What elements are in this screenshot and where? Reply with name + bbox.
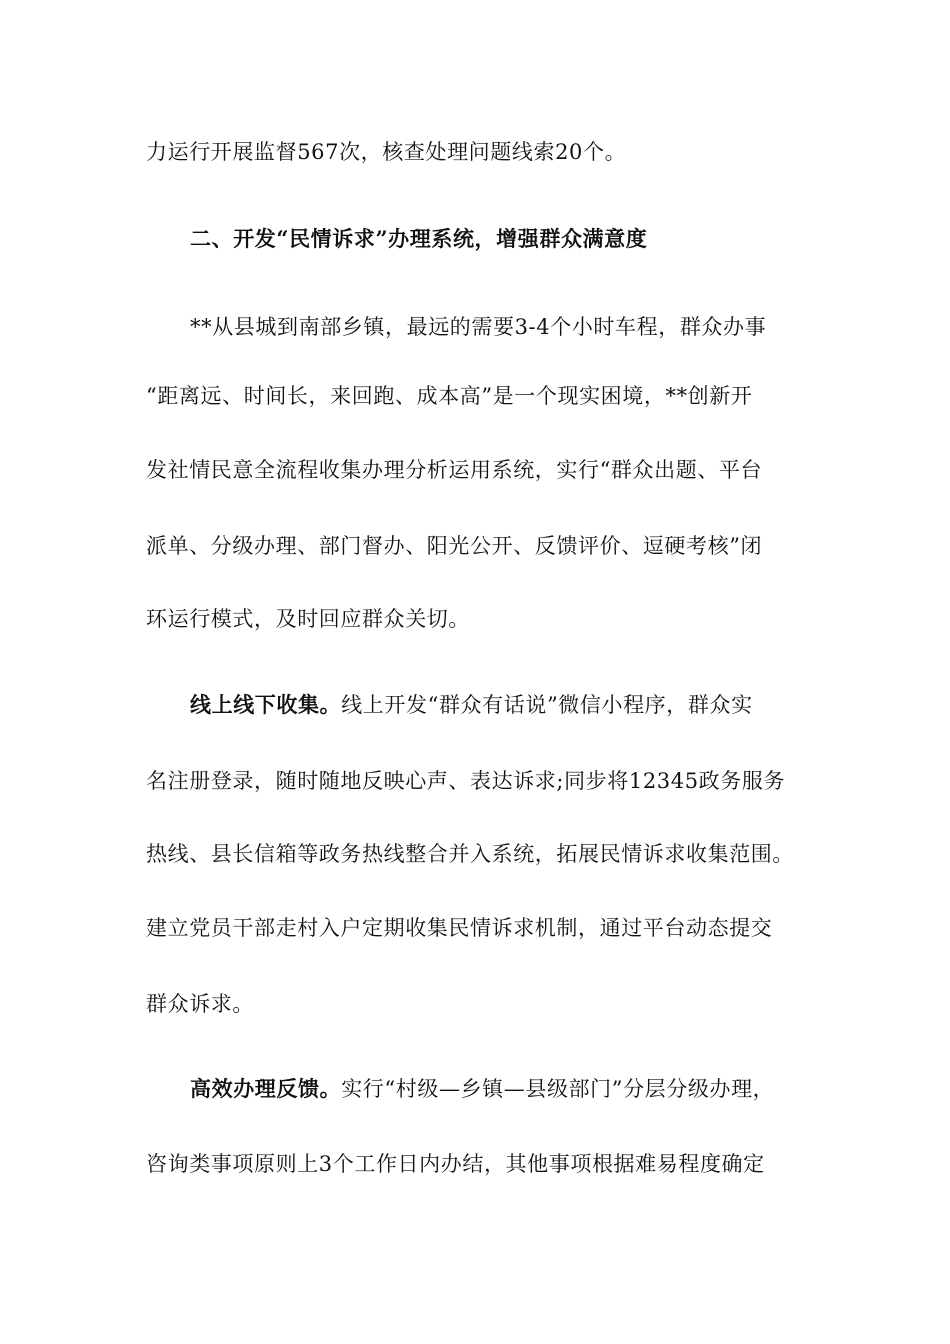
paragraph-line: 力运行开展监督567次，核查处理问题线索20个。 xyxy=(146,140,627,164)
section-heading: 二、开发“民情诉求”办理系统，增强群众满意度 xyxy=(190,226,648,251)
paragraph-line: 派单、分级办理、部门督办、阳光公开、反馈评价、逗硬考核”闭 xyxy=(146,534,763,558)
paragraph-line: 热线、县长信箱等政务热线整合并入系统，拓展民情诉求收集范围。 xyxy=(146,842,794,866)
paragraph-line: 建立党员干部走村入户定期收集民情诉求机制，通过平台动态提交 xyxy=(146,916,773,940)
paragraph-text: 实行“村级—乡镇—县级部门”分层分级办理， xyxy=(341,1077,775,1101)
paragraph-lead-efficient: 高效办理反馈。 xyxy=(190,1076,342,1101)
paragraph-line: 发社情民意全流程收集办理分析运用系统，实行“群众出题、平台 xyxy=(146,458,763,482)
paragraph-line xyxy=(190,691,753,719)
paragraph-lead-online: 线上线下收集。 xyxy=(190,692,342,717)
paragraph-text: 线上开发“群众有话说”微信小程序，群众实 xyxy=(341,693,753,717)
paragraph-line: 名注册登录，随时随地反映心声、表达诉求;同步将12345政务服务 xyxy=(146,769,786,793)
paragraph-line: “距离远、时间长，来回跑、成本高”是一个现实困境，**创新开 xyxy=(146,384,753,408)
paragraph-line: 环运行模式，及时回应群众关切。 xyxy=(146,607,470,631)
paragraph-line: 咨询类事项原则上3个工作日内办结，其他事项根据难易程度确定 xyxy=(146,1152,765,1176)
paragraph-line: **从县城到南部乡镇，最远的需要3-4个小时车程，群众办事 xyxy=(190,315,767,339)
paragraph-line xyxy=(190,1075,774,1103)
paragraph-line: 群众诉求。 xyxy=(146,992,254,1016)
